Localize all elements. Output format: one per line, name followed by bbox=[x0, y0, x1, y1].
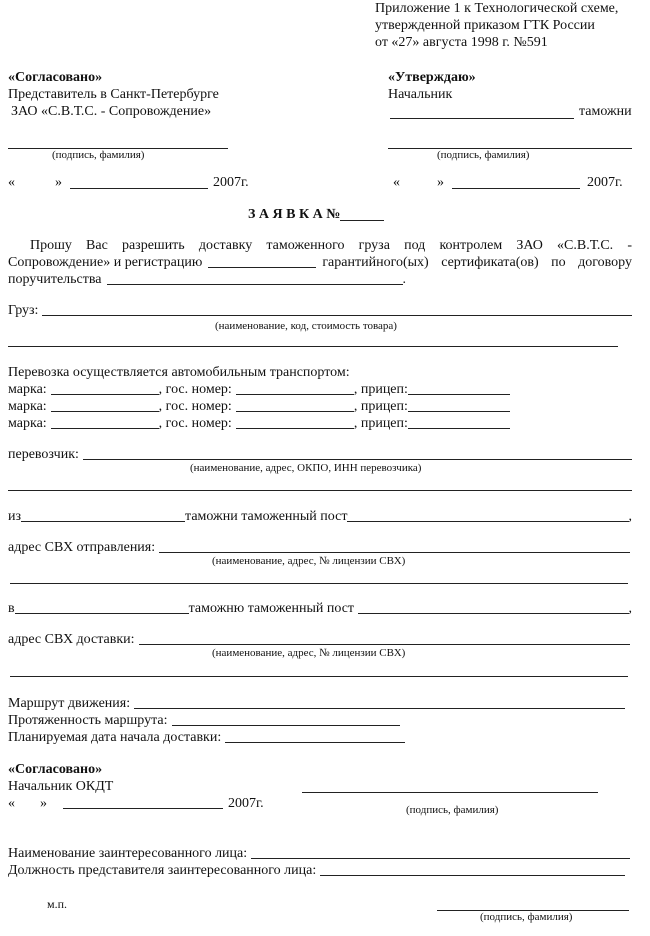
okdt-signature-caption: (подпись, фамилия) bbox=[406, 804, 499, 816]
request-number-field[interactable] bbox=[340, 207, 384, 221]
right-signature-caption: (подпись, фамилия) bbox=[437, 149, 530, 161]
document-title bbox=[248, 206, 384, 223]
route-length-field[interactable] bbox=[172, 712, 400, 726]
carrier-field-line-2[interactable] bbox=[8, 490, 632, 491]
header-line-2: утвержденной приказом ГТК России bbox=[375, 18, 595, 33]
delivery-warehouse-label: адрес СВХ доставки: bbox=[8, 632, 135, 647]
interested-position-row bbox=[8, 862, 625, 879]
brand-label: марка: bbox=[8, 382, 47, 397]
paragraph-line-2 bbox=[8, 254, 632, 271]
okdt-signature-line[interactable] bbox=[302, 792, 598, 793]
transport-heading: Перевозка осуществляется автомобильным транспортом: bbox=[8, 365, 350, 380]
okdt-approval-title: «Согласовано» bbox=[8, 762, 103, 777]
header-line-3: от «27» августа 1998 г. №591 bbox=[375, 35, 548, 50]
cargo-caption: (наименование, код, стоимость товара) bbox=[215, 320, 397, 332]
header-line-1: Приложение 1 к Технологической схеме, bbox=[375, 1, 619, 16]
plate-field[interactable] bbox=[236, 398, 354, 412]
carrier-row bbox=[8, 446, 632, 463]
departure-warehouse-caption: (наименование, адрес, № лицензии СВХ) bbox=[212, 555, 406, 567]
departure-warehouse-label: адрес СВХ отправления: bbox=[8, 540, 156, 555]
departure-warehouse-row bbox=[8, 539, 630, 556]
okdt-date-month-field[interactable] bbox=[63, 808, 223, 809]
trailer-label: , прицеп: bbox=[353, 399, 408, 414]
plate-label: , гос. номер: bbox=[158, 416, 232, 431]
to-middle: таможню таможенный пост bbox=[188, 601, 355, 616]
interested-name-label: Наименование заинтересованного лица: bbox=[8, 846, 248, 861]
right-approval-line-1: Начальник bbox=[388, 87, 453, 102]
paragraph-line-3-end: . bbox=[402, 272, 407, 287]
cargo-field-line-2[interactable] bbox=[8, 346, 618, 347]
trailer-label: , прицеп: bbox=[353, 416, 408, 431]
footer-signature-caption: (подпись, фамилия) bbox=[480, 911, 573, 923]
paragraph-line-2-end: гарантийного(ых) сертификата(ов) по договору bbox=[322, 255, 632, 270]
from-customs-field[interactable] bbox=[21, 508, 185, 522]
brand-field[interactable] bbox=[51, 398, 159, 412]
route-row bbox=[8, 695, 625, 712]
from-prefix: из bbox=[8, 509, 22, 524]
okdt-date-quote-close: » bbox=[40, 796, 47, 811]
delivery-warehouse-row bbox=[8, 631, 630, 648]
okdt-approval-line-1: Начальник ОКДТ bbox=[8, 779, 114, 794]
brand-label: марка: bbox=[8, 399, 47, 414]
vehicle-row-3 bbox=[8, 415, 510, 432]
plate-field[interactable] bbox=[236, 381, 354, 395]
left-date-quote-open: « bbox=[8, 175, 15, 190]
left-date-quote-close: » bbox=[55, 175, 62, 190]
left-date-year: 2007г. bbox=[213, 175, 249, 190]
cargo-row bbox=[8, 302, 632, 319]
stamp-place-label: м.п. bbox=[47, 897, 68, 911]
right-date-month-field[interactable] bbox=[452, 188, 580, 189]
departure-warehouse-field-line-2[interactable] bbox=[10, 583, 628, 584]
trailer-field[interactable] bbox=[408, 381, 510, 395]
from-row bbox=[8, 508, 632, 525]
to-prefix: в bbox=[8, 601, 15, 616]
paragraph-line-1: Прошу Вас разрешить доставку таможенного груза под контролем ЗАО «С.В.Т.С. - bbox=[30, 238, 632, 253]
interested-position-field[interactable] bbox=[320, 862, 625, 876]
brand-field[interactable] bbox=[51, 381, 159, 395]
document-title-text: З А Я В К А № bbox=[248, 207, 341, 222]
brand-label: марка: bbox=[8, 416, 47, 431]
to-customs-field[interactable] bbox=[15, 600, 189, 614]
start-date-label: Планируемая дата начала доставки: bbox=[8, 730, 222, 745]
route-field[interactable] bbox=[134, 695, 625, 709]
guarantee-contract-field[interactable] bbox=[107, 271, 403, 285]
right-date-quote-close: » bbox=[437, 175, 444, 190]
delivery-warehouse-caption: (наименование, адрес, № лицензии СВХ) bbox=[212, 647, 406, 659]
brand-field[interactable] bbox=[51, 415, 159, 429]
left-signature-caption: (подпись, фамилия) bbox=[52, 149, 145, 161]
delivery-warehouse-field-line-2[interactable] bbox=[10, 676, 628, 677]
plate-field[interactable] bbox=[236, 415, 354, 429]
plate-label: , гос. номер: bbox=[158, 399, 232, 414]
departure-warehouse-field[interactable] bbox=[159, 539, 630, 553]
route-length-row bbox=[8, 712, 400, 729]
left-approval-line-2: ЗАО «С.В.Т.С. - Сопровождение» bbox=[11, 104, 212, 119]
left-approval-title: «Согласовано» bbox=[8, 70, 103, 85]
vehicle-row-2 bbox=[8, 398, 510, 415]
from-end: , bbox=[628, 509, 632, 524]
start-date-row bbox=[8, 729, 405, 746]
interested-name-field[interactable] bbox=[251, 845, 630, 859]
trailer-label: , прицеп: bbox=[353, 382, 408, 397]
left-approval-line-1: Представитель в Санкт-Петербурге bbox=[8, 87, 219, 102]
to-row bbox=[8, 600, 632, 617]
right-approval-customs: таможни bbox=[579, 104, 632, 119]
cargo-field[interactable] bbox=[42, 302, 632, 316]
to-post-field[interactable] bbox=[358, 600, 628, 614]
trailer-field[interactable] bbox=[408, 398, 510, 412]
interested-name-row bbox=[8, 845, 630, 862]
from-post-field[interactable] bbox=[347, 508, 628, 522]
customs-name-field[interactable] bbox=[390, 118, 574, 119]
right-date-quote-open: « bbox=[393, 175, 400, 190]
route-length-label: Протяженность маршрута: bbox=[8, 713, 168, 728]
left-date-month-field[interactable] bbox=[70, 188, 208, 189]
cargo-label: Груз: bbox=[8, 303, 39, 318]
paragraph-line-2-start: Сопровождение» и регистрацию bbox=[8, 255, 203, 270]
paragraph-line-3-start: поручительства bbox=[8, 272, 102, 287]
delivery-warehouse-field[interactable] bbox=[139, 631, 630, 645]
right-date-year: 2007г. bbox=[587, 175, 623, 190]
carrier-caption: (наименование, адрес, ОКПО, ИНН перевозчика) bbox=[190, 462, 422, 474]
from-middle: таможни таможенный пост bbox=[185, 509, 348, 524]
paragraph-line-3 bbox=[8, 271, 406, 288]
trailer-field[interactable] bbox=[408, 415, 510, 429]
okdt-date-quote-open: « bbox=[8, 796, 15, 811]
carrier-label: перевозчик: bbox=[8, 447, 79, 462]
okdt-date-year: 2007г. bbox=[228, 796, 264, 811]
right-approval-title: «Утверждаю» bbox=[388, 70, 476, 85]
vehicle-row-1 bbox=[8, 381, 510, 398]
route-label: Маршрут движения: bbox=[8, 696, 131, 711]
carrier-field[interactable] bbox=[83, 446, 632, 460]
to-end: , bbox=[628, 601, 632, 616]
plate-label: , гос. номер: bbox=[158, 382, 232, 397]
certificate-count-field[interactable] bbox=[208, 254, 316, 268]
start-date-field[interactable] bbox=[225, 729, 405, 743]
interested-position-label: Должность представителя заинтересованного лица: bbox=[8, 863, 317, 878]
